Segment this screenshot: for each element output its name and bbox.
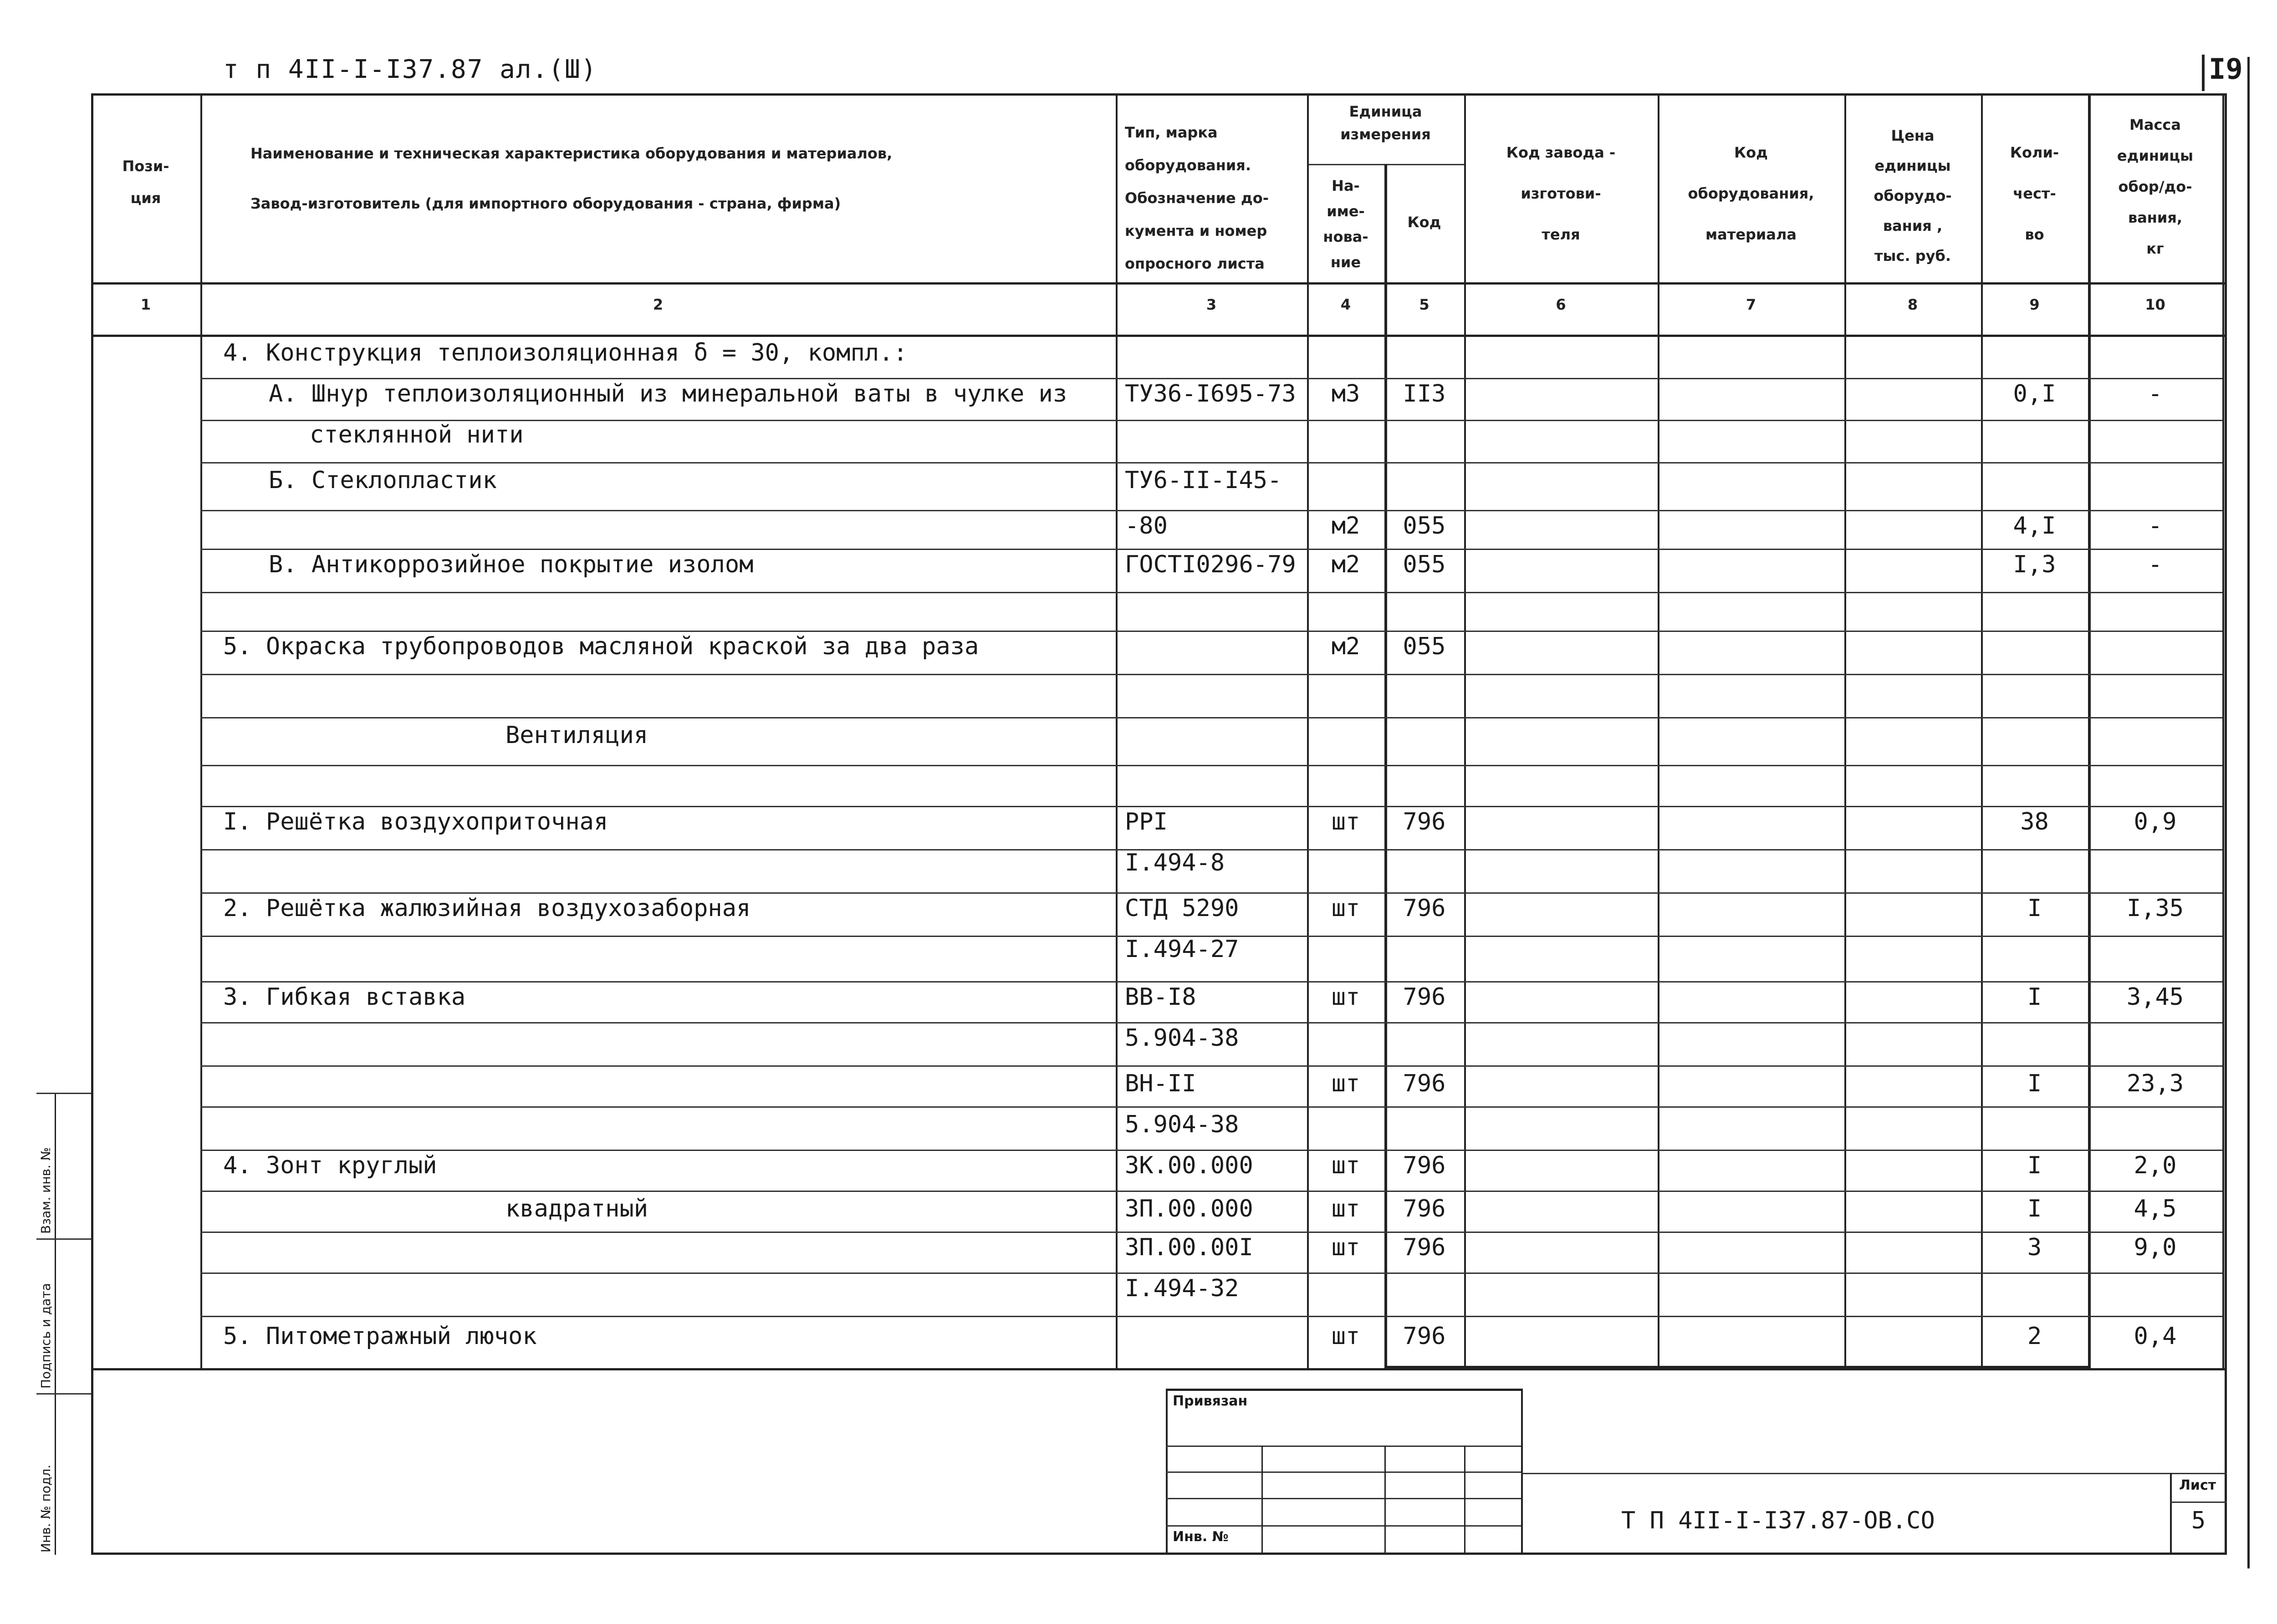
row-type: I.494-27	[1125, 936, 1239, 963]
col-num-6: 6	[1556, 296, 1566, 313]
row-unit-code: 055	[1403, 633, 1446, 660]
row-unit: шт	[1331, 1070, 1360, 1097]
row-quantity: 0,I	[2013, 380, 2056, 407]
row-mass: 0,9	[2134, 808, 2177, 835]
header-price: Цена единицы оборудо- вания , тыс. руб.	[1874, 127, 1952, 265]
col-num-5: 5	[1419, 296, 1430, 313]
header-type: Тип, марка оборудования. Обозначение до- кумента и номер опросного листа	[1125, 124, 1269, 272]
row-quantity: I	[2027, 895, 2042, 922]
row-name: Б. Стеклопластик	[269, 467, 497, 494]
row-unit-code: 796	[1403, 1195, 1446, 1222]
header-unit-code: Код	[1407, 214, 1441, 231]
row-unit: шт	[1331, 808, 1360, 835]
row-unit-code: 796	[1403, 1152, 1446, 1179]
page-number-top: I9	[2209, 52, 2243, 86]
row-quantity: I	[2027, 1152, 2042, 1179]
row-mass: 23,3	[2126, 1070, 2184, 1097]
row-mass: -	[2148, 512, 2163, 540]
row-name: квадратный	[505, 1195, 648, 1222]
header-position: Пози- ция	[122, 158, 169, 207]
header-mass: Масса единицы обор/до- вания, кг	[2117, 116, 2194, 257]
header-unit-group: Единица измерения	[1340, 103, 1431, 143]
row-type: ВВ-I8	[1125, 983, 1196, 1011]
row-quantity: 2	[2027, 1323, 2042, 1350]
row-name: 5. Питометражный лючок	[223, 1323, 537, 1350]
side-label-inv: Инв. № подл.	[38, 1464, 53, 1553]
col-num-9: 9	[2029, 296, 2040, 313]
row-type: I.494-32	[1125, 1275, 1239, 1302]
stamp-sheet-number: 5	[2191, 1507, 2206, 1534]
row-unit: шт	[1331, 1234, 1360, 1261]
row-name: 5. Окраска трубопроводов масляной краской за два раза	[223, 633, 979, 660]
row-unit-code: 796	[1403, 983, 1446, 1011]
row-type: ТУ6-II-I45-	[1125, 467, 1282, 494]
row-unit-code: 796	[1403, 895, 1446, 922]
row-quantity: I,3	[2013, 551, 2056, 578]
row-type: ТУ36-I695-73	[1125, 380, 1296, 407]
row-unit-code: II3	[1403, 380, 1446, 407]
header-equipment-code: Код оборудования, материала	[1688, 144, 1814, 243]
stamp-inv-label: Инв. №	[1173, 1529, 1229, 1545]
row-unit: шт	[1331, 895, 1360, 922]
row-mass: 9,0	[2134, 1234, 2177, 1261]
col-num-2: 2	[653, 296, 664, 313]
row-type: ВН-II	[1125, 1070, 1196, 1097]
col-num-4: 4	[1340, 296, 1351, 313]
row-unit: м2	[1331, 633, 1360, 660]
row-name: стеклянной нити	[310, 421, 524, 448]
col-num-1: 1	[140, 296, 151, 313]
stamp-sheet-label: Лист	[2179, 1477, 2216, 1493]
row-unit-code: 055	[1403, 512, 1446, 540]
col-num-3: 3	[1206, 296, 1217, 313]
row-unit-code: 796	[1403, 1323, 1446, 1350]
row-unit: шт	[1331, 983, 1360, 1011]
row-quantity: I	[2027, 1195, 2042, 1222]
side-label-replace: Взам. инв. №	[38, 1147, 53, 1234]
side-label-sign: Подпись и дата	[38, 1283, 53, 1389]
col-num-8: 8	[1907, 296, 1918, 313]
row-unit-code: 796	[1403, 1070, 1446, 1097]
row-mass: 3,45	[2126, 983, 2184, 1011]
row-type: ГОСТI0296-79	[1125, 551, 1296, 578]
row-unit-code: 796	[1403, 1234, 1446, 1261]
row-unit: шт	[1331, 1195, 1360, 1222]
row-unit-code: 796	[1403, 808, 1446, 835]
header-factory-code: Код завода - изготови- теля	[1506, 144, 1616, 243]
row-mass: 0,4	[2134, 1323, 2177, 1350]
row-name: А. Шнур теплоизоляционный из минеральной ваты в чулке из	[269, 380, 1067, 407]
sheet-code-top: т п 4II-I-I37.87 ал.(Ш)	[223, 55, 597, 84]
header-unit-name: На- име- нова- ние	[1323, 177, 1368, 271]
row-name: 4. Зонт круглый	[223, 1152, 437, 1179]
row-name: В. Антикоррозийное покрытие изолом	[269, 551, 754, 578]
row-quantity: 38	[2020, 808, 2049, 835]
row-name: 2. Решётка жалюзийная воздухозаборная	[223, 895, 751, 922]
row-type: ЗП.00.00I	[1125, 1234, 1253, 1261]
row-mass: 2,0	[2134, 1152, 2177, 1179]
row-type: ЗК.00.000	[1125, 1152, 1253, 1179]
header-name-line1: Наименование и техническая характеристика оборудования и материалов,	[250, 145, 893, 162]
row-type: -80	[1125, 512, 1168, 540]
row-quantity: 3	[2027, 1234, 2042, 1261]
row-type: 5.904-38	[1125, 1111, 1239, 1138]
row-unit-code: 055	[1403, 551, 1446, 578]
row-mass: 4,5	[2134, 1195, 2177, 1222]
row-type: СТД 5290	[1125, 895, 1239, 922]
col-num-7: 7	[1746, 296, 1756, 313]
stamp-bound-label: Привязан	[1173, 1393, 1248, 1409]
header-name-line2: Завод-изготовитель (для импортного оборудования - страна, фирма)	[250, 195, 841, 212]
stamp-doc-code: Т П 4II-I-I37.87-ОВ.СО	[1621, 1507, 1935, 1534]
row-name: I. Решётка воздухоприточная	[223, 808, 608, 835]
row-unit: м2	[1331, 512, 1360, 540]
row-type: PPI	[1125, 808, 1168, 835]
row-name: 3. Гибкая вставка	[223, 983, 466, 1011]
row-quantity: I	[2027, 1070, 2042, 1097]
row-unit: м3	[1331, 380, 1360, 407]
row-quantity: I	[2027, 983, 2042, 1011]
row-mass: I,35	[2126, 895, 2184, 922]
row-name: Вентиляция	[505, 722, 648, 749]
row-type: 5.904-38	[1125, 1024, 1239, 1052]
row-unit: м2	[1331, 551, 1360, 578]
row-quantity: 4,I	[2013, 512, 2056, 540]
col-num-10: 10	[2145, 296, 2165, 313]
row-unit: шт	[1331, 1323, 1360, 1350]
row-name: 4. Конструкция теплоизоляционная δ = 30, компл.:	[223, 339, 908, 367]
row-type: ЗП.00.000	[1125, 1195, 1253, 1222]
row-unit: шт	[1331, 1152, 1360, 1179]
header-quantity: Коли- чест- во	[2010, 144, 2059, 243]
row-mass: -	[2148, 380, 2163, 407]
row-mass: -	[2148, 551, 2163, 578]
row-type: I.494-8	[1125, 849, 1225, 876]
